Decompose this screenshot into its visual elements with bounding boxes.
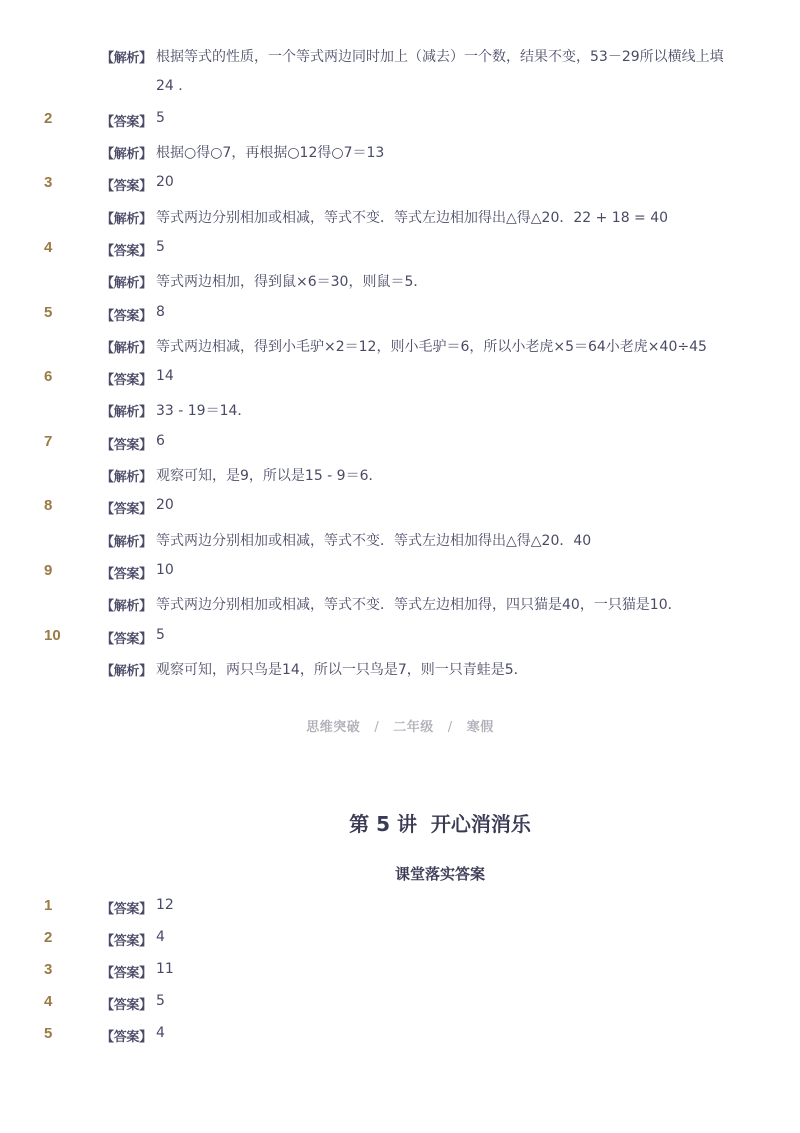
analysis-line xyxy=(0,330,800,362)
analysis-text: 等式两边相加，得到鼠×6＝30，则鼠＝5． xyxy=(156,274,428,290)
question-number: 5 xyxy=(44,1025,53,1042)
answer-tag: 【答案】 xyxy=(101,373,152,388)
lecture-title: 第 5 讲 开心消消乐 xyxy=(349,812,531,836)
analysis-line xyxy=(0,653,800,685)
page-footer xyxy=(0,716,800,735)
question-number: 9 xyxy=(44,562,53,579)
analysis-tag: 【解析】 xyxy=(101,276,152,291)
analysis-line xyxy=(0,588,800,620)
question-number: 10 xyxy=(44,627,61,644)
analysis-text: 等式两边分别相加或相减，等式不变．等式左边相加得出△得△20．22 + 18 = 40 xyxy=(156,210,669,226)
question-number: 8 xyxy=(44,497,53,514)
analysis-line xyxy=(0,394,800,426)
analysis-tag: 【解析】 xyxy=(101,664,152,679)
answer-text: 5 xyxy=(156,239,165,255)
answer-tag: 【答案】 xyxy=(101,902,152,917)
answer-line xyxy=(0,362,800,394)
answer-text: 5 xyxy=(156,110,165,126)
answer-text: 5 xyxy=(156,627,165,643)
answer-line xyxy=(0,621,800,653)
answer-text: 14 xyxy=(156,368,174,384)
question-number: 5 xyxy=(44,304,53,321)
analysis-text: 根据等式的性质，一个等式两边同时加上（减去）一个数，结果不变，53－29所以横线上填 xyxy=(156,49,724,65)
answer-tag: 【答案】 xyxy=(101,179,152,194)
analysis-text: 观察可知，是9，所以是15 - 9＝6． xyxy=(156,468,383,484)
answer-line xyxy=(0,104,800,136)
answer-text: 10 xyxy=(156,562,174,578)
analysis-line xyxy=(0,136,800,168)
answer-tag: 【答案】 xyxy=(101,115,152,130)
answer-line xyxy=(0,923,800,955)
analysis-text: 等式两边分别相加或相减，等式不变．等式左边相加得出△得△20．40 xyxy=(156,533,592,549)
footer-separator: / xyxy=(374,720,380,735)
question-number: 4 xyxy=(44,239,53,256)
answer-tag: 【答案】 xyxy=(101,309,152,324)
answer-text: 8 xyxy=(156,304,165,320)
analysis-line xyxy=(0,265,800,297)
answer-text: 20 xyxy=(156,497,174,513)
section-title: 课堂落实答案 xyxy=(394,865,485,883)
answer-tag: 【答案】 xyxy=(101,438,152,453)
question-number: 4 xyxy=(44,993,53,1010)
analysis-tag: 【解析】 xyxy=(101,212,152,227)
answer-tag: 【答案】 xyxy=(101,1030,152,1045)
analysis-text: 观察可知，两只鸟是14，所以一只鸟是7，则一只青蛙是5． xyxy=(156,662,528,678)
answer-text: 5 xyxy=(156,993,165,1009)
analysis-line xyxy=(0,524,800,556)
footer-term: 寒假 xyxy=(466,720,494,735)
analysis-line xyxy=(0,40,800,72)
question-number: 2 xyxy=(44,929,53,946)
analysis-tag: 【解析】 xyxy=(101,341,152,356)
answer-text: 4 xyxy=(156,929,165,945)
answer-text: 20 xyxy=(156,174,174,190)
footer-book-title: 思维突破 xyxy=(306,720,361,735)
analysis-tag: 【解析】 xyxy=(101,599,152,614)
question-number: 2 xyxy=(44,110,53,127)
analysis-tag: 【解析】 xyxy=(101,147,152,162)
answer-text: 4 xyxy=(156,1025,165,1041)
analysis-line xyxy=(0,459,800,491)
answer-line xyxy=(0,168,800,200)
answer-line xyxy=(0,556,800,588)
answer-line xyxy=(0,233,800,265)
answer-line xyxy=(0,891,800,923)
analysis-text: 等式两边分别相加或相减，等式不变．等式左边相加得，四只猫是40，一只猫是10． xyxy=(156,597,682,613)
analysis-tag: 【解析】 xyxy=(101,51,152,66)
question-number: 7 xyxy=(44,433,53,450)
answer-line xyxy=(0,955,800,987)
analysis-text: 33 - 19＝14． xyxy=(156,403,252,419)
analysis-continuation-line xyxy=(0,72,800,104)
answer-line xyxy=(0,298,800,330)
answer-tag: 【答案】 xyxy=(101,632,152,647)
analysis-line xyxy=(0,201,800,233)
answer-line xyxy=(0,1019,800,1051)
analysis-text: 根据○得○7，再根据○12得○7＝13 xyxy=(156,145,385,161)
answer-tag: 【答案】 xyxy=(101,966,152,981)
footer-separator: / xyxy=(447,720,453,735)
answer-line xyxy=(0,987,800,1019)
question-number: 3 xyxy=(44,961,53,978)
answer-tag: 【答案】 xyxy=(101,502,152,517)
answer-line xyxy=(0,491,800,523)
question-number: 3 xyxy=(44,174,53,191)
analysis-continuation-text: 24 . xyxy=(156,78,183,94)
question-number: 1 xyxy=(44,897,53,914)
answer-tag: 【答案】 xyxy=(101,934,152,949)
answer-text: 11 xyxy=(156,961,174,977)
question-number: 6 xyxy=(44,368,53,385)
answer-tag: 【答案】 xyxy=(101,567,152,582)
answer-text: 12 xyxy=(156,897,174,913)
answer-line xyxy=(0,427,800,459)
answer-tag: 【答案】 xyxy=(101,998,152,1013)
footer-grade: 二年级 xyxy=(393,720,434,735)
analysis-text: 等式两边相减，得到小毛驴×2＝12，则小毛驴＝6，所以小老虎×5＝64小老虎×40÷45 xyxy=(156,339,707,355)
analysis-tag: 【解析】 xyxy=(101,405,152,420)
answer-tag: 【答案】 xyxy=(101,244,152,259)
analysis-tag: 【解析】 xyxy=(101,470,152,485)
analysis-tag: 【解析】 xyxy=(101,535,152,550)
answer-text: 6 xyxy=(156,433,165,449)
